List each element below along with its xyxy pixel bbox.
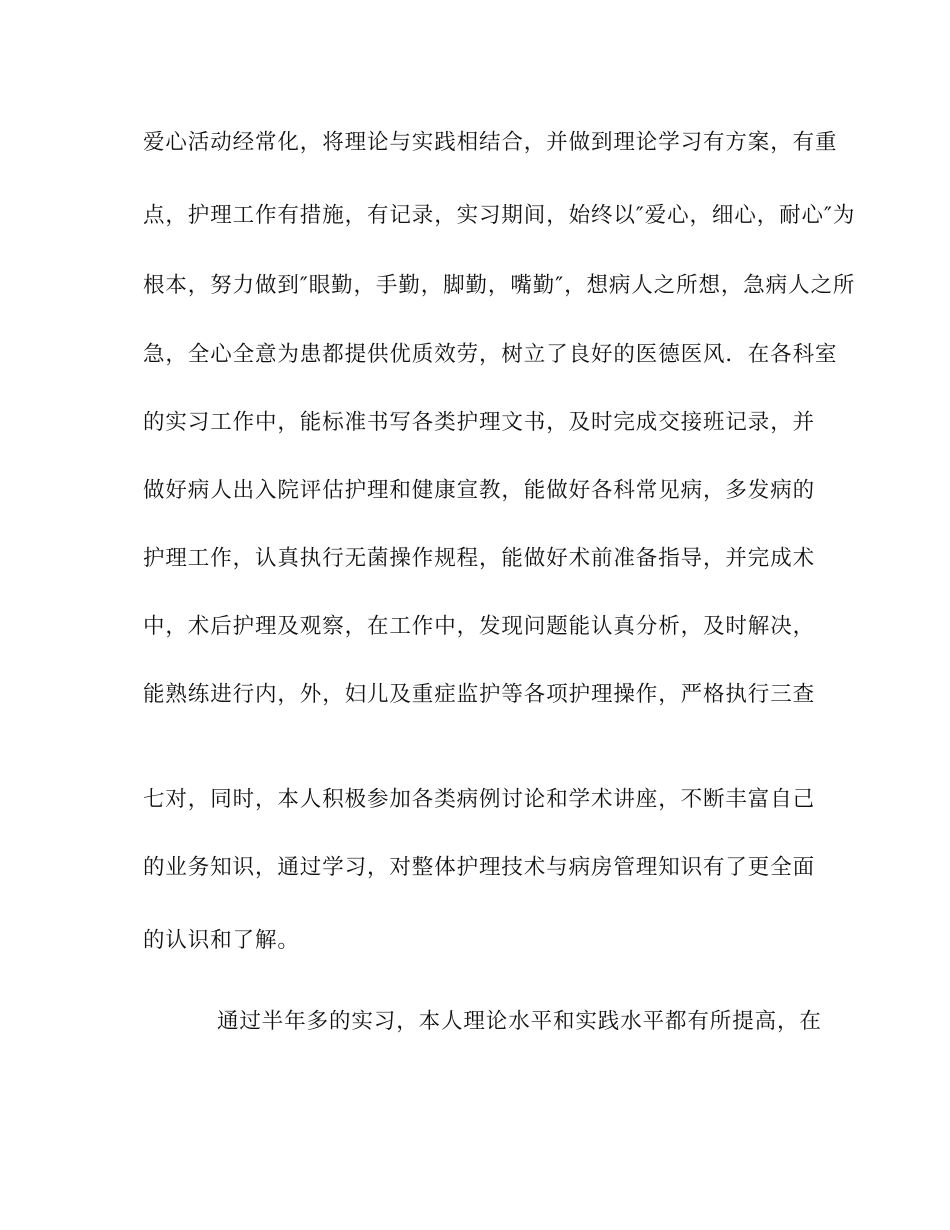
text-line: 点，护理工作有措施，有记录，实习期间，始终以″爱心，细心，耐心″为 xyxy=(143,203,856,228)
text-line: 护理工作，认真执行无菌操作规程，能做好术前准备指导，并完成术 xyxy=(143,546,816,571)
text-line: 做好病人出入院评估护理和健康宣教，能做好各科常见病，多发病的 xyxy=(143,478,816,503)
text-line: 急，全心全意为患都提供优质效劳，树立了良好的医德医风．在各科室 xyxy=(143,342,838,367)
text-line: 七对，同时，本人积极参加各类病例讨论和学术讲座，不断丰富自己 xyxy=(143,787,816,812)
text-line-indented: 通过半年多的实习，本人理论水平和实践水平都有所提高，在 xyxy=(217,1009,822,1034)
text-line: 中，术后护理及观察，在工作中，发现问题能认真分析，及时解决， xyxy=(143,614,816,639)
text-line: 根本，努力做到″眼勤，手勤，脚勤，嘴勤″，想病人之所想，急病人之所 xyxy=(143,273,856,298)
text-line: 的认识和了解。 xyxy=(143,928,300,953)
text-line: 能熟练进行内，外，妇儿及重症监护等各项护理操作，严格执行三查 xyxy=(143,682,816,707)
text-line: 爱心活动经常化，将理论与实践相结合，并做到理论学习有方案，有重 xyxy=(143,130,838,155)
text-line: 的业务知识，通过学习，对整体护理技术与病房管理知识有了更全面 xyxy=(143,855,816,880)
text-line: 的实习工作中，能标准书写各类护理文书，及时完成交接班记录，并 xyxy=(143,410,816,435)
